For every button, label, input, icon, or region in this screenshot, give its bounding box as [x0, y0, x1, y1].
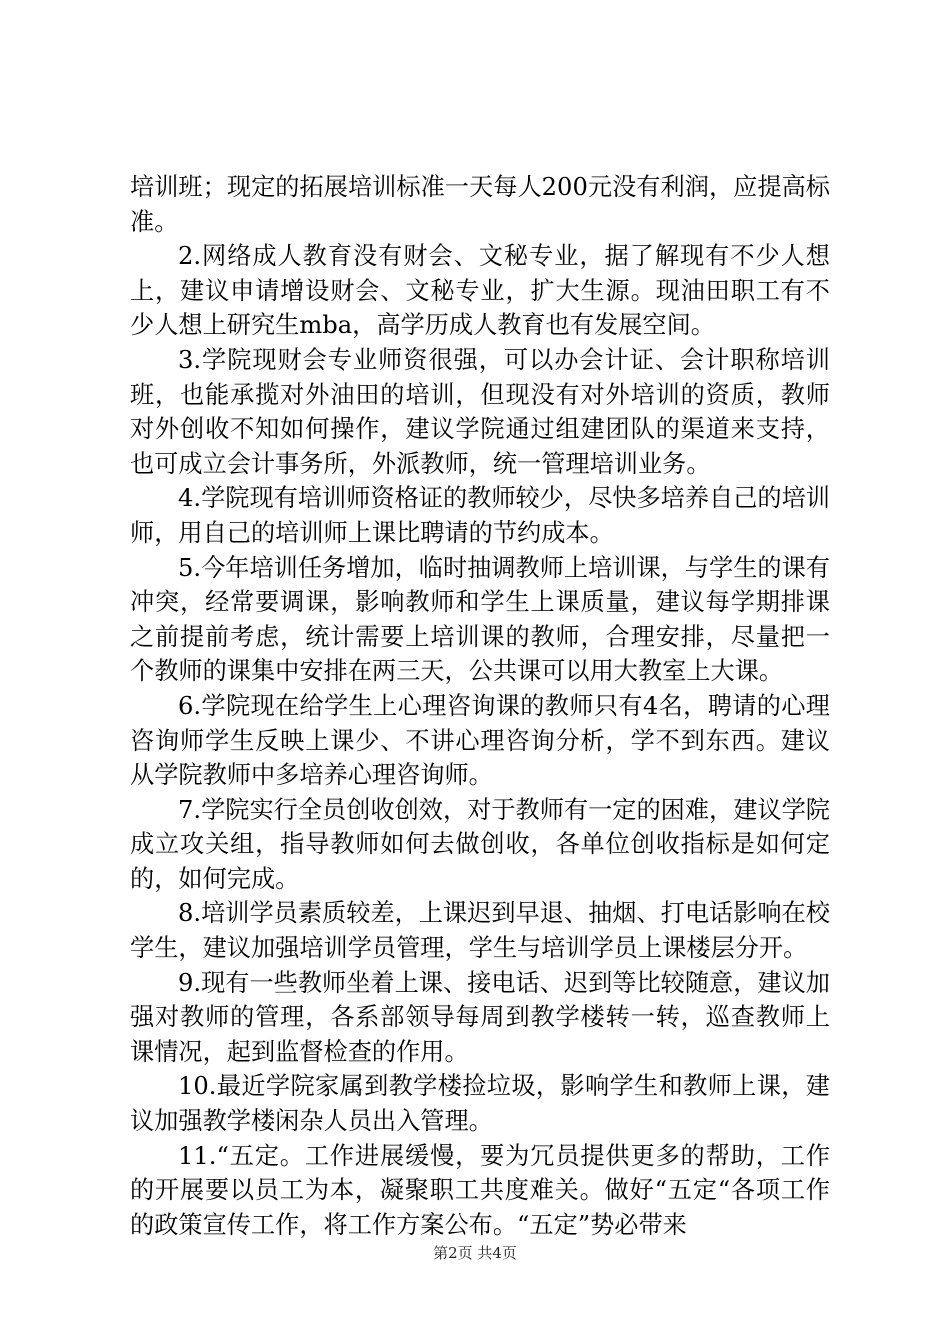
paragraph-item-7: 7.学院实行全员创收创效，对于教师有一定的困难，建议学院成立攻关组，指导教师如何去做创收，各单位创收指标是如何定的，如何完成。	[130, 795, 830, 893]
paragraph-item-4: 4.学院现有培训师资格证的教师较少，尽快多培养自己的培训师，用自己的培训师上课比聘请的节约成本。	[130, 484, 830, 547]
paragraph-item-8: 8.培训学员素质较差，上课迟到早退、抽烟、打电话影响在校学生，建议加强培训学员管理，学生与培训学员上课楼层分开。	[130, 899, 830, 963]
document-body	[130, 170, 830, 1242]
paragraph-item-5: 5.今年培训任务增加，临时抽调教师上培训课，与学生的课有冲突，经常要调课，影响教师和学生上课质量，建议每学期排课之前提前考虑，统计需要上培训课的教师，合理安排，尽量把一个教师的课集中安排在两三天，公共课可以用大教室上大课。	[130, 553, 830, 686]
paragraph-item-6: 6.学院现在给学生上心理咨询课的教师只有4名，聘请的心理咨询师学生反映上课少、不讲心理咨询分析，学不到东西。建议从学院教师中多培养心理咨询师。	[130, 691, 830, 790]
paragraph-item-9: 9.现有一些教师坐着上课、接电话、迟到等比较随意，建议加强对教师的管理，各系部领导每周到教学楼转一转，巡查教师上课情况，起到监督检查的作用。	[130, 968, 830, 1066]
paragraph-item-2: 2.网络成人教育没有财会、文秘专业，据了解现有不少人想上，建议申请增设财会、文秘专业，扩大生源。现油田职工有不少人想上研究生mba，高学历成人教育也有发展空间。	[130, 242, 830, 340]
paragraph-item-3: 3.学院现财会专业师资很强，可以办会计证、会计职称培训班，也能承揽对外油田的培训，但现没有对外培训的资质，教师对外创收不知如何操作，建议学院通过组建团队的渠道来支持，也可成立会计事务所，外派教师，统一管理培训业务。	[130, 345, 830, 478]
page-number-footer: 第2页 共4页	[433, 1244, 517, 1262]
paragraph-item-10: 10.最近学院家属到教学楼捡垃圾，影响学生和教师上课，建议加强教学楼闲杂人员出入管理。	[130, 1072, 830, 1136]
paragraph-item-11: 11.“五定。工作进展缓慢，要为冗员提供更多的帮助，工作的开展要以员工为本，凝聚职工共度难关。做好“五定“各项工作的政策宣传工作，将工作方案公布。“五定”势必带来	[130, 1141, 830, 1239]
paragraph-continuation: 培训班；现定的拓展培训标准一天每人200元没有利润，应提高标准。	[130, 173, 830, 236]
